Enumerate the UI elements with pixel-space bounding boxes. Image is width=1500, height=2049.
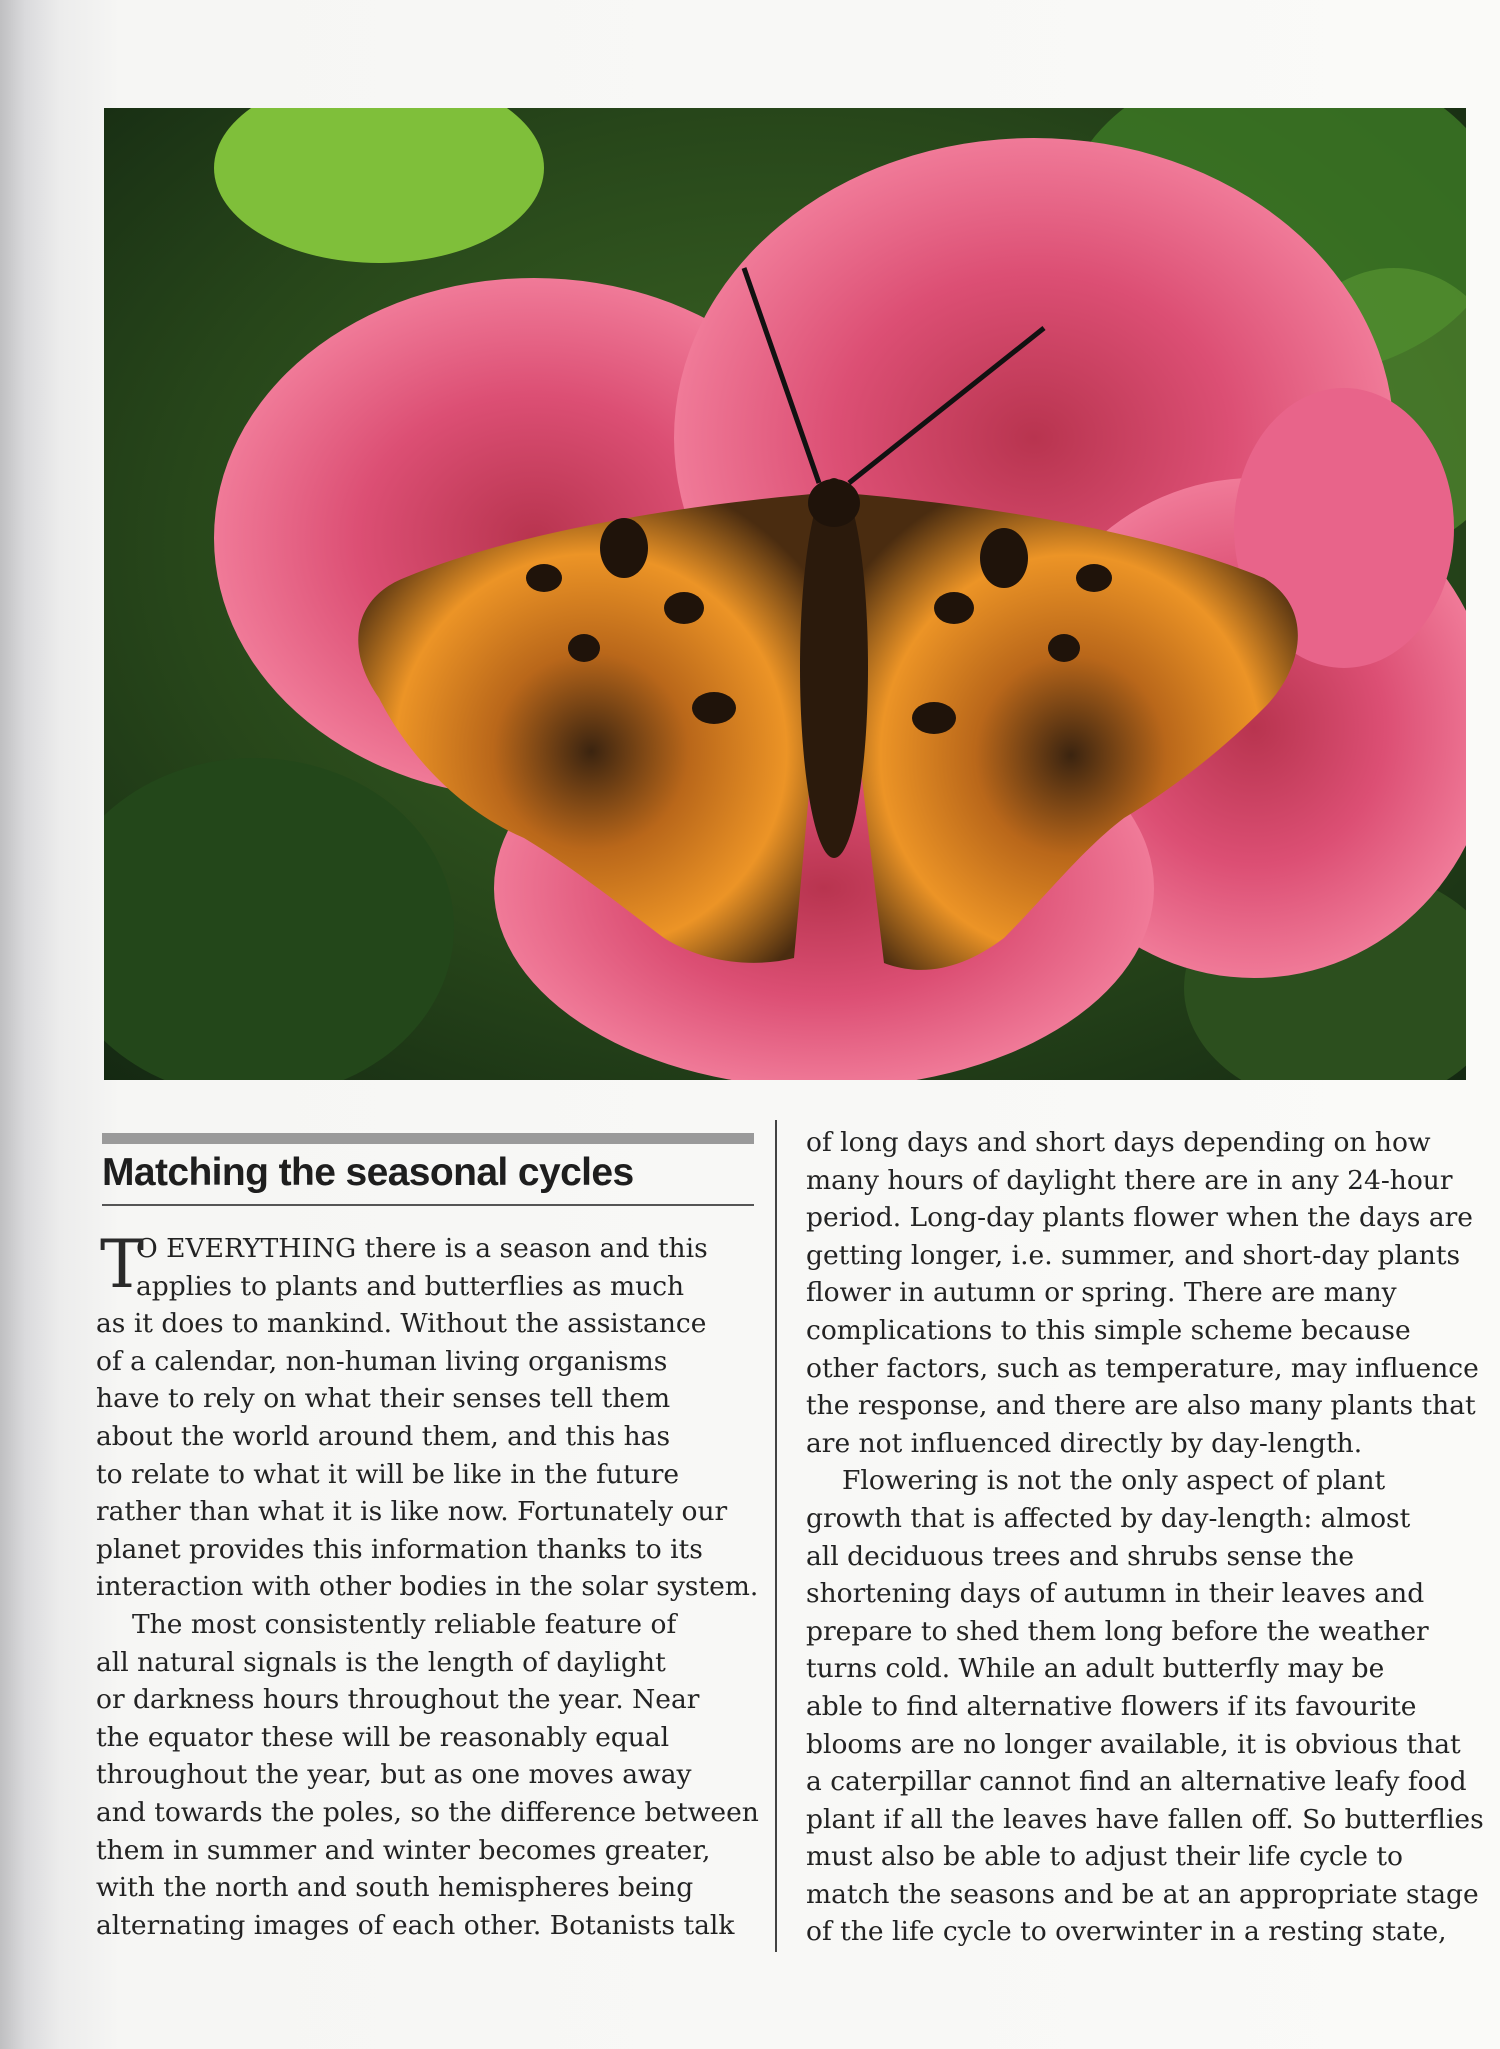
paragraph-1 xyxy=(96,1226,759,1606)
text-line: a caterpillar cannot find an alternative leafy food xyxy=(806,1766,1467,1798)
right-column xyxy=(806,1124,1484,1951)
text-line: of the life cycle to overwinter in a resting state, xyxy=(806,1916,1447,1948)
text-line: complications to this simple scheme because xyxy=(806,1314,1411,1346)
text-line: have to rely on what their senses tell them xyxy=(96,1383,671,1415)
text-line: match the seasons and be at an appropriate stage xyxy=(806,1878,1479,1910)
text-line: growth that is affected by day-length: almost xyxy=(806,1502,1411,1534)
text-line: other factors, such as temperature, may influence xyxy=(806,1352,1479,1384)
text-line: planet provides this information thanks to its xyxy=(96,1533,703,1565)
butterfly-photo xyxy=(104,108,1466,1080)
text-line: the equator these will be reasonably equal xyxy=(96,1721,670,1753)
text-line: of long days and short days depending on how xyxy=(806,1127,1431,1158)
left-column xyxy=(96,1226,759,1944)
text-line: getting longer, i.e. summer, and short-day plants xyxy=(806,1239,1461,1271)
text-line: flower in autumn or spring. There are many xyxy=(806,1277,1397,1309)
text-line: must also be able to adjust their life cycle to xyxy=(806,1841,1403,1873)
text-line: blooms are no longer available, it is obvious that xyxy=(806,1728,1461,1760)
text-line: or darkness hours throughout the year. Near xyxy=(96,1684,700,1716)
text-line: plant if all the leaves have fallen off. So butterflies xyxy=(806,1803,1484,1835)
text-line: period. Long-day plants flower when the days are xyxy=(806,1202,1473,1234)
text-line: about the world around them, and this has xyxy=(96,1420,671,1452)
text-line: all natural signals is the length of daylight xyxy=(96,1646,666,1678)
text-line: are not influenced directly by day-length. xyxy=(806,1427,1363,1459)
drop-cap: T xyxy=(100,1226,145,1303)
text-line: to relate to what it will be like in the future xyxy=(96,1458,680,1490)
text-line: turns cold. While an adult butterfly may be xyxy=(806,1653,1385,1685)
text-line: throughout the year, but as one moves away xyxy=(96,1759,692,1791)
text-line: of a calendar, non-human living organisms xyxy=(96,1345,668,1377)
text-line: the response, and there are also many plants that xyxy=(806,1390,1476,1422)
text-line: them in summer and winter becomes greater, xyxy=(96,1834,711,1866)
butterfly-on-flower-illustration xyxy=(104,108,1466,1080)
text-line: rather than what it is like now. Fortunately our xyxy=(96,1496,728,1528)
heading-bottom-rule xyxy=(102,1204,754,1206)
text-line: many hours of daylight there are in any 24-hour xyxy=(806,1164,1453,1196)
text-line: prepare to shed them long before the weather xyxy=(806,1615,1429,1647)
text-line: shortening days of autumn in their leaves and xyxy=(806,1578,1425,1610)
text-line: The most consistently reliable feature of xyxy=(132,1608,677,1640)
article-heading: Matching the seasonal cycles xyxy=(102,1151,634,1194)
heading-top-rule xyxy=(102,1133,754,1144)
column-divider xyxy=(775,1120,777,1952)
text-line: able to find alternative flowers if its favourite xyxy=(806,1690,1417,1722)
text-line: with the north and south hemispheres being xyxy=(96,1872,694,1904)
text-line: Flowering is not the only aspect of plant xyxy=(842,1465,1386,1497)
text-line: all deciduous trees and shrubs sense the xyxy=(806,1540,1355,1572)
text-line: interaction with other bodies in the solar system. xyxy=(96,1571,759,1603)
text-line: and towards the poles, so the difference between xyxy=(96,1796,759,1828)
text-line: alternating images of each other. Botanists talk xyxy=(96,1909,735,1941)
text-line: as it does to mankind. Without the assistance xyxy=(96,1308,707,1340)
paragraph-3 xyxy=(806,1124,1479,1462)
paragraph-2 xyxy=(96,1606,759,1944)
text-line: O EVERYTHING there is a season and this xyxy=(136,1233,708,1264)
text-line: applies to plants and butterflies as much xyxy=(136,1270,685,1302)
paragraph-4 xyxy=(806,1462,1484,1951)
